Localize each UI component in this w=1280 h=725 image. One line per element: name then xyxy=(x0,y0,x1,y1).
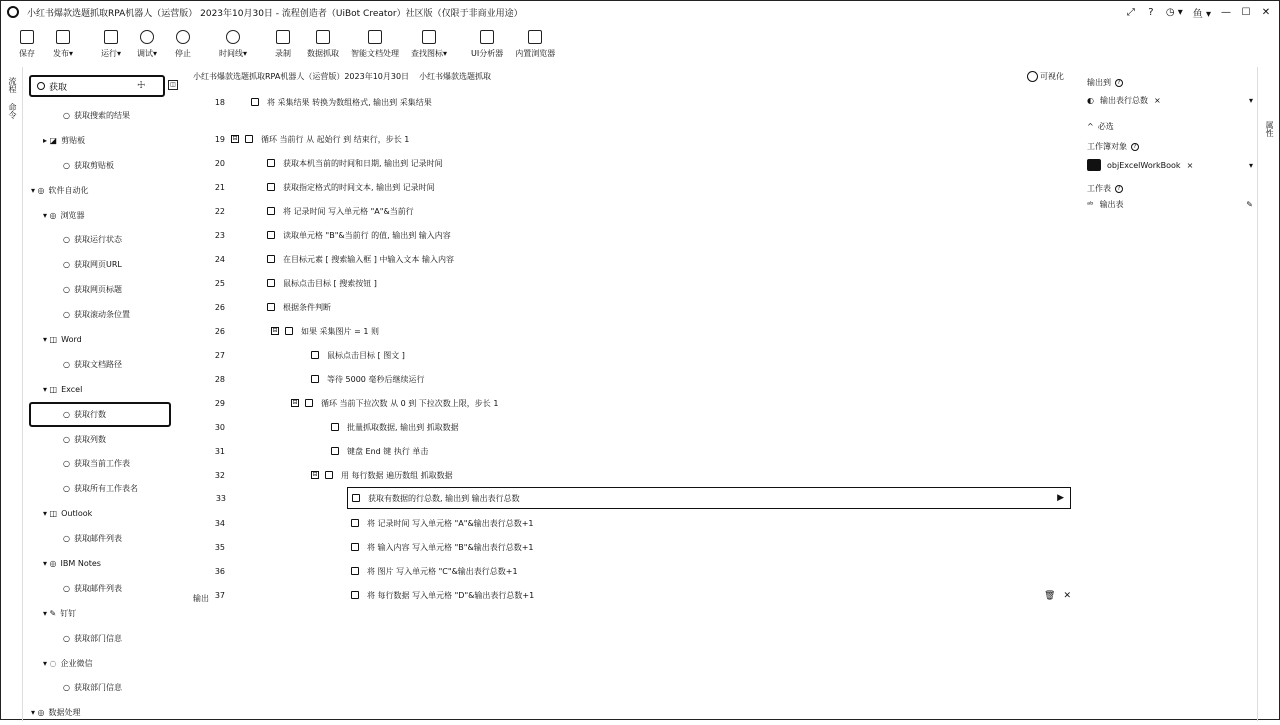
tree-node-icon: ○ xyxy=(63,260,70,270)
code-line[interactable] xyxy=(187,271,1077,295)
command-text: 在目标元素 [ 搜索输入框 ] 中输入文本 输入内容 xyxy=(283,254,454,264)
right-dock-strip xyxy=(1257,67,1279,721)
toolbar-record-button[interactable] xyxy=(271,25,295,59)
command-text: 将 记录时间 写入单元格 "A"&当前行 xyxy=(283,206,414,216)
line-number: 33 xyxy=(215,493,226,503)
tree-item[interactable] xyxy=(23,526,183,551)
toolbar-idp-button[interactable] xyxy=(351,25,399,59)
toolbar-label: 智能文档处理 xyxy=(351,49,400,58)
help-icon[interactable]: ? xyxy=(1131,143,1139,151)
tree-item[interactable] xyxy=(23,128,183,153)
command-icon xyxy=(267,183,275,191)
command-text: 根据条件判断 xyxy=(283,302,331,312)
command-icon xyxy=(351,519,359,527)
tree-item[interactable] xyxy=(23,327,183,352)
window-title: 小红书爆款选题抓取RPA机器人（运营版） 2023年10月30日 - 流程创造者（UiBot Creator）社区版（仅限于非商业用途） xyxy=(27,8,523,19)
tree-item[interactable] xyxy=(23,103,183,128)
close-icon[interactable]: ✕ xyxy=(1063,591,1071,601)
tree-item[interactable] xyxy=(23,178,183,203)
code-line[interactable] xyxy=(187,223,1077,247)
command-icon xyxy=(267,279,275,287)
command-text: 获取有数据的行总数, 输出到 输出表行总数 xyxy=(368,493,520,503)
toolbar-browser-button[interactable] xyxy=(515,25,555,59)
tree-item[interactable] xyxy=(23,277,183,302)
tree-item[interactable] xyxy=(23,626,183,651)
command-icon xyxy=(251,98,259,106)
chevron-down-icon[interactable]: ▾ xyxy=(1248,160,1253,170)
output-to-label: 输出到 xyxy=(1087,78,1111,87)
output-to-value: 输出表行总数 xyxy=(1099,96,1148,105)
toolbar-label: 停止 xyxy=(175,49,191,58)
remove-icon[interactable]: × xyxy=(1186,160,1194,170)
line-number: 34 xyxy=(214,518,225,528)
tree-item[interactable] xyxy=(23,203,183,228)
tree-item-label: 浏览器 xyxy=(60,210,85,220)
output-to-label-row xyxy=(1087,77,1123,88)
sheet-label-row xyxy=(1087,183,1123,194)
title-bar xyxy=(1,1,1279,23)
code-line[interactable] xyxy=(187,559,1077,583)
tree-item-label: 获取部门信息 xyxy=(73,683,122,693)
command-icon xyxy=(352,494,360,502)
fold-toggle-icon[interactable]: ⊟ xyxy=(232,135,238,142)
main-toolbar xyxy=(1,25,1279,65)
collapse-icon: ^ xyxy=(1087,122,1094,131)
line-number: 37 xyxy=(214,590,225,600)
command-text: 获取本机当前的时间和日期, 输出到 记录时间 xyxy=(283,158,443,168)
toolbar-run-button[interactable] xyxy=(99,25,123,59)
line-number: 27 xyxy=(214,350,225,360)
line-number: 22 xyxy=(214,206,225,216)
tree-item[interactable] xyxy=(23,377,183,402)
tree-node-icon: ○ xyxy=(63,534,70,544)
fold-toggle-icon[interactable]: ⊟ xyxy=(292,399,298,406)
sheet-field[interactable] xyxy=(1087,199,1253,210)
tree-node-icon: ○ xyxy=(63,409,70,419)
line-number: 30 xyxy=(214,422,225,432)
tree-item-label: Word xyxy=(61,334,82,344)
tree-node-icon: ○ xyxy=(63,110,70,120)
tree-item-label: 剪贴板 xyxy=(61,135,86,145)
tree-item-label: 企业微信 xyxy=(60,658,93,668)
tree-node-icon: ○ xyxy=(63,484,70,494)
tree-item-label: IBM Notes xyxy=(60,558,101,568)
tree-item[interactable] xyxy=(23,302,183,327)
tree-item[interactable] xyxy=(23,451,183,476)
line-number: 32 xyxy=(214,470,225,480)
tree-node-icon: ○ xyxy=(63,633,70,643)
code-line[interactable] xyxy=(187,343,1077,367)
sheet-value: 输出表 xyxy=(1099,200,1124,209)
code-line[interactable] xyxy=(215,487,1071,509)
code-line[interactable] xyxy=(187,127,1077,151)
toolbar-debug-button[interactable] xyxy=(135,25,159,59)
command-icon xyxy=(331,423,339,431)
command-sidebar xyxy=(23,67,183,721)
line-number: 20 xyxy=(214,158,225,168)
required-section[interactable] xyxy=(1087,121,1114,132)
command-text: 等待 5000 毫秒后继续运行 xyxy=(327,374,425,384)
tree-item-label: Excel xyxy=(61,384,83,394)
search-icon xyxy=(37,82,45,90)
tree-node-icon: ○ xyxy=(63,160,70,170)
tree-node-icon: ○ xyxy=(63,683,70,693)
code-line[interactable] xyxy=(187,199,1077,223)
command-icon xyxy=(311,351,319,359)
code-line[interactable] xyxy=(187,367,1077,391)
stop-icon xyxy=(176,30,190,44)
browser-icon xyxy=(528,30,542,44)
command-text: 批量抓取数据, 输出到 抓取数据 xyxy=(347,422,459,432)
line-number: 28 xyxy=(214,374,225,384)
visual-mode-label: 可视化 xyxy=(1040,72,1064,81)
command-text: 获取指定格式的时间文本, 输出到 记录时间 xyxy=(283,182,435,192)
tree-item-label: 获取部门信息 xyxy=(73,633,122,643)
idp-icon xyxy=(368,30,382,44)
command-text: 将 输入内容 写入单元格 "B"&输出表行总数+1 xyxy=(367,542,534,552)
tree-item[interactable] xyxy=(23,252,183,277)
tree-item-label: 钉钉 xyxy=(60,608,77,618)
tree-item[interactable] xyxy=(23,576,183,601)
run-line-icon[interactable]: ▶ xyxy=(1057,493,1064,503)
help-icon[interactable]: ? xyxy=(1115,79,1123,87)
tree-item-label: 获取网页URL xyxy=(73,260,122,270)
line-number: 26 xyxy=(214,302,225,312)
output-label: 输出 xyxy=(193,594,209,603)
window-control-2[interactable]: ◷ ▾ xyxy=(1165,6,1183,18)
required-label: 必选 xyxy=(1097,122,1114,131)
toolbar-label: 查找图标▾ xyxy=(411,49,448,58)
trash-icon[interactable]: 🗑 xyxy=(1044,591,1056,601)
workbook-select[interactable] xyxy=(1087,159,1253,171)
toolbar-label: 录制 xyxy=(275,49,292,58)
command-icon xyxy=(331,447,339,455)
toolbar-data-scrape-button[interactable] xyxy=(307,25,339,59)
command-text: 将 记录时间 写入单元格 "A"&输出表行总数+1 xyxy=(367,518,534,528)
command-tab[interactable]: 命令 xyxy=(8,103,17,119)
window-control-0[interactable]: ⤢ xyxy=(1126,6,1135,18)
tree-item[interactable] xyxy=(23,601,183,626)
record-icon xyxy=(276,30,290,44)
tree-item[interactable] xyxy=(23,352,183,377)
visual-mode-toggle[interactable] xyxy=(1027,71,1064,82)
command-text: 循环 当前行 从 起始行 到 结束行，步长 1 xyxy=(261,134,410,144)
toolbar-timeline-button[interactable] xyxy=(219,25,247,59)
tree-node-icon: ▾ ◎ xyxy=(43,558,57,568)
tree-item-label: 获取列数 xyxy=(73,434,106,444)
line-number: 24 xyxy=(214,254,225,264)
tree-node-icon: ▾ ◌ xyxy=(43,658,57,668)
command-icon xyxy=(305,399,313,407)
tree-item-label: 获取网页标题 xyxy=(73,285,122,295)
code-line[interactable] xyxy=(187,463,1077,487)
remove-icon[interactable]: × xyxy=(1153,96,1161,105)
tree-item[interactable] xyxy=(23,153,183,178)
tree-node-icon: ○ xyxy=(63,459,70,469)
line-number: 21 xyxy=(214,182,225,192)
tree-item[interactable] xyxy=(23,227,183,252)
text-icon: ᵃᵇ xyxy=(1087,200,1094,209)
command-text: 鼠标点击目标 [ 搜索按钮 ] xyxy=(283,278,377,288)
toolbar-ui-analyzer-button[interactable] xyxy=(471,25,503,59)
workbook-label: 工作簿对象 xyxy=(1087,142,1127,151)
command-text: 将 图片 写入单元格 "C"&输出表行总数+1 xyxy=(367,566,518,576)
command-text: 将 采集结果 转换为数组格式, 输出到 采集结果 xyxy=(267,97,432,107)
code-line[interactable] xyxy=(187,439,1077,463)
toolbar-find-button[interactable] xyxy=(411,25,447,59)
properties-panel xyxy=(1081,67,1257,721)
toolbar-label: 运行▾ xyxy=(100,49,121,58)
ui-analyzer-icon xyxy=(480,30,494,44)
toolbar-save-button[interactable] xyxy=(15,25,39,59)
code-line[interactable] xyxy=(187,95,1077,109)
line-number: 31 xyxy=(214,446,225,456)
tree-item-label: 获取邮件列表 xyxy=(73,534,122,544)
find-icon xyxy=(422,30,436,44)
search-input[interactable] xyxy=(49,81,137,91)
window-control-4[interactable]: — xyxy=(1221,6,1231,18)
tree-node-icon: ○ xyxy=(63,310,70,320)
code-line[interactable] xyxy=(187,319,1077,343)
chevron-down-icon[interactable]: ▾ xyxy=(1248,96,1253,105)
fold-toggle-icon[interactable]: ⊟ xyxy=(312,471,318,478)
tree-node-icon: ▾ ✎ xyxy=(43,608,57,618)
line-number: 18 xyxy=(214,97,225,107)
properties-tab[interactable]: 属性 xyxy=(1265,121,1274,137)
toolbar-label: 保存 xyxy=(19,49,35,58)
command-text: 鼠标点击目标 [ 图文 ] xyxy=(327,350,405,360)
tree-node-icon: ○ xyxy=(63,434,70,444)
line-number: 26 xyxy=(214,326,225,336)
command-icon xyxy=(267,207,275,215)
command-search[interactable] xyxy=(29,75,165,97)
output-panel xyxy=(187,589,1077,609)
tree-item[interactable] xyxy=(23,700,183,725)
breadcrumb-process[interactable]: 小红书爆款选题抓取RPA机器人（运营版）2023年10月30日 xyxy=(193,72,410,81)
command-text: 循环 当前下拉次数 从 0 到 下拉次数上限，步长 1 xyxy=(321,398,499,408)
command-text: 将 每行数据 写入单元格 "D"&输出表行总数+1 xyxy=(367,590,535,600)
tree-node-icon: ▾ ◫ xyxy=(43,384,58,394)
tree-item[interactable] xyxy=(23,651,183,676)
window-control-3[interactable]: 鱼 ▾ xyxy=(1192,8,1211,20)
sheet-label: 工作表 xyxy=(1087,184,1111,193)
toolbar-label: 调试▾ xyxy=(136,49,157,58)
command-icon xyxy=(267,231,275,239)
toolbar-label: UI分析器 xyxy=(471,49,504,58)
tree-item-label: 获取文档路径 xyxy=(73,359,122,369)
window-control-5[interactable]: ☐ xyxy=(1241,6,1251,18)
fold-toggle-icon[interactable]: ⊟ xyxy=(272,327,278,334)
line-number: 19 xyxy=(214,134,225,144)
breadcrumb-block[interactable]: 小红书爆款选题抓取 xyxy=(419,72,492,81)
output-to-select[interactable] xyxy=(1087,95,1253,106)
tree-node-icon: ▾ ◎ xyxy=(31,708,45,718)
left-dock-strip xyxy=(1,67,23,721)
app-logo-icon xyxy=(7,6,19,18)
command-tree xyxy=(23,103,183,725)
command-icon xyxy=(311,375,319,383)
line-number: 35 xyxy=(214,542,225,552)
tree-item[interactable] xyxy=(23,675,183,700)
tree-node-icon: ▾ ◫ xyxy=(43,509,58,519)
flow-editor xyxy=(187,67,1077,600)
breadcrumb xyxy=(193,71,491,82)
command-icon xyxy=(245,135,253,143)
toolbar-label: 内置浏览器 xyxy=(515,49,556,58)
save-icon xyxy=(20,30,34,44)
command-text: 用 每行数据 遍历数组 抓取数据 xyxy=(341,470,453,480)
edit-icon[interactable]: ✎ xyxy=(1246,200,1253,209)
publish-icon xyxy=(56,30,70,44)
code-line[interactable] xyxy=(187,247,1077,271)
tree-node-icon: ▾ ◫ xyxy=(43,334,58,344)
line-number: 36 xyxy=(214,566,225,576)
tree-item[interactable] xyxy=(29,402,171,427)
workbook-value: objExcelWorkBook xyxy=(1107,160,1181,170)
tree-item[interactable] xyxy=(23,476,183,501)
code-line[interactable] xyxy=(187,175,1077,199)
collapse-sidebar-button[interactable]: ◫ xyxy=(168,80,178,90)
tree-item[interactable] xyxy=(23,427,183,452)
command-icon xyxy=(351,567,359,575)
toolbar-publish-button[interactable] xyxy=(51,25,75,59)
tree-item-label: 数据处理 xyxy=(48,708,81,718)
command-icon xyxy=(325,471,333,479)
code-line[interactable] xyxy=(187,415,1077,439)
tree-item-label: 获取滚动条位置 xyxy=(73,310,130,320)
command-icon xyxy=(351,543,359,551)
tree-node-icon: ▸ ◪ xyxy=(43,135,58,145)
tree-item[interactable] xyxy=(23,551,183,576)
toolbar-label: 时间线▾ xyxy=(219,49,248,58)
window-control-6[interactable]: ✕ xyxy=(1261,6,1271,18)
tree-item-label: 获取搜索的结果 xyxy=(73,110,130,120)
tree-item-label: 获取当前工作表 xyxy=(73,459,130,469)
code-line[interactable] xyxy=(187,535,1077,559)
timeline-icon xyxy=(226,30,240,44)
tree-item-label: 获取邮件列表 xyxy=(73,583,122,593)
clear-search-icon[interactable]: ☩ xyxy=(137,81,146,91)
command-icon xyxy=(267,159,275,167)
tree-item-label: 获取剪贴板 xyxy=(73,160,114,170)
tree-node-icon: ○ xyxy=(63,235,70,245)
excel-badge-icon xyxy=(1087,159,1101,171)
line-number: 25 xyxy=(214,278,225,288)
command-icon xyxy=(267,255,275,263)
tree-item-label: 获取运行状态 xyxy=(73,235,122,245)
toolbar-label: 数据抓取 xyxy=(307,49,340,58)
command-text: 键盘 End 键 执行 单击 xyxy=(347,446,429,456)
tree-node-icon: ▾ ◎ xyxy=(31,185,45,195)
command-text: 读取单元格 "B"&当前行 的值, 输出到 输入内容 xyxy=(283,230,451,240)
tree-node-icon: ▾ ◎ xyxy=(43,210,57,220)
tree-item-label: 获取所有工作表名 xyxy=(73,484,138,494)
command-text: 如果 采集图片 = 1 则 xyxy=(301,326,379,336)
help-icon[interactable]: ? xyxy=(1115,185,1123,193)
code-line[interactable] xyxy=(187,391,1077,415)
flow-tab[interactable]: 流程 xyxy=(8,77,17,93)
data-scrape-icon xyxy=(316,30,330,44)
toolbar-label: 发布▾ xyxy=(52,49,73,58)
window-controls xyxy=(1126,5,1279,20)
window-control-1[interactable]: ? xyxy=(1148,6,1154,18)
tree-node-icon: ○ xyxy=(63,285,70,295)
code-line[interactable] xyxy=(187,151,1077,175)
code-line[interactable] xyxy=(187,511,1077,535)
tree-node-icon: ○ xyxy=(63,583,70,593)
toolbar-stop-button[interactable] xyxy=(171,25,195,59)
variable-icon: ◐ xyxy=(1087,96,1094,105)
tree-node-icon: ○ xyxy=(63,359,70,369)
tree-item-label: Outlook xyxy=(61,509,93,519)
tree-item-label: 软件自动化 xyxy=(48,185,89,195)
command-icon xyxy=(267,303,275,311)
tree-item[interactable] xyxy=(23,501,183,526)
debug-icon xyxy=(140,30,154,44)
visual-mode-icon xyxy=(1027,71,1038,82)
command-icon xyxy=(285,327,293,335)
tree-item-label: 获取行数 xyxy=(73,409,106,419)
line-number: 23 xyxy=(214,230,225,240)
workbook-label-row xyxy=(1087,141,1139,152)
line-number: 29 xyxy=(214,398,225,408)
code-line[interactable] xyxy=(187,295,1077,319)
run-icon xyxy=(104,30,118,44)
